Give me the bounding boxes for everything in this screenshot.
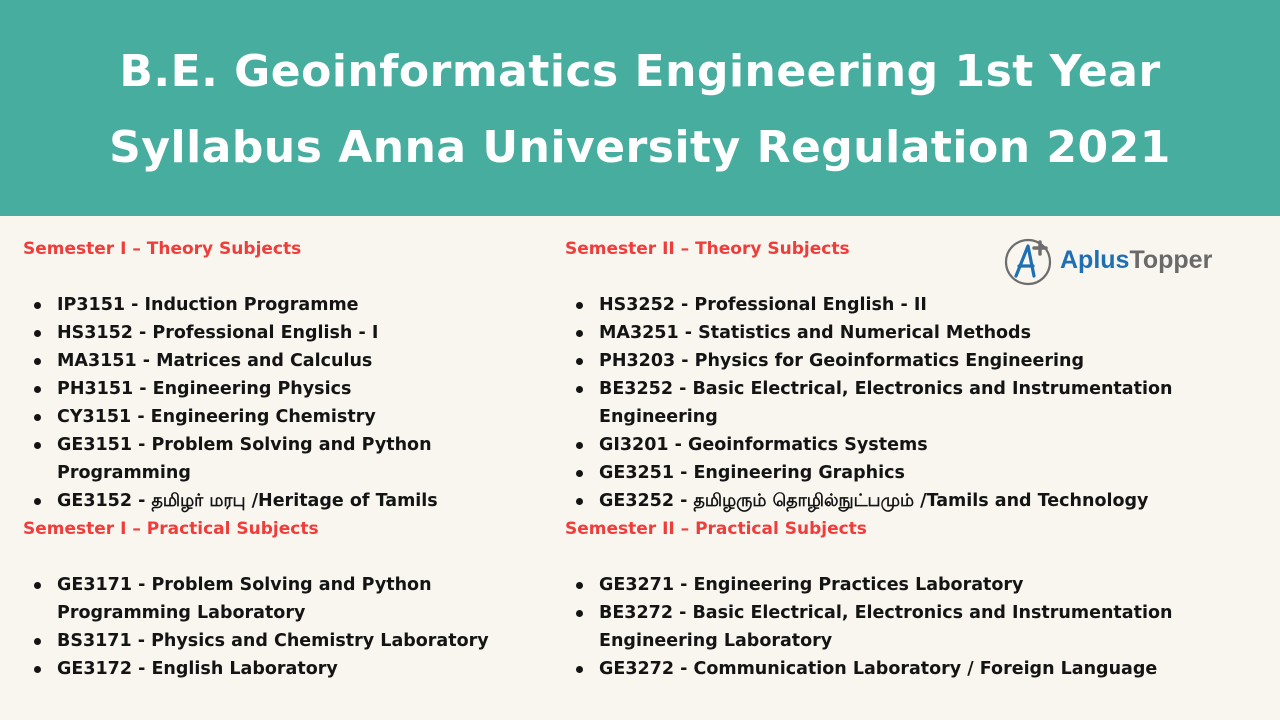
list-item: BS3171 - Physics and Chemistry Laboratory (23, 627, 548, 655)
logo-text-aplus: Aplus (1060, 246, 1130, 274)
list-item: IP3151 - Induction Programme (23, 291, 548, 319)
sem2-theory-list (565, 291, 1270, 515)
list-item: GE3151 - Problem Solving and Python Programming (23, 431, 548, 487)
list-item: GE3252 - தமிழரும் தொழில்நுட்பமும் /Tamils and Technology (565, 487, 1270, 515)
list-item: GE3251 - Engineering Graphics (565, 459, 1270, 487)
sem2-practical-list (565, 571, 1270, 683)
logo-text-topper: Topper (1129, 246, 1213, 274)
title-banner (0, 0, 1280, 216)
list-item: BE3272 - Basic Electrical, Electronics and Instrumentation Engineering Laboratory (565, 599, 1270, 655)
aplustopper-logo (1004, 236, 1224, 288)
logo-wordmark (1060, 246, 1212, 275)
list-item: PH3203 - Physics for Geoinformatics Engineering (565, 347, 1270, 375)
list-item: HS3252 - Professional English - II (565, 291, 1270, 319)
list-item: HS3152 - Professional English - I (23, 319, 548, 347)
sem2-practical-heading: Semester II – Practical Subjects (565, 519, 867, 539)
list-item: PH3151 - Engineering Physics (23, 375, 548, 403)
sem1-theory-heading: Semester I – Theory Subjects (23, 239, 302, 259)
list-item: MA3151 - Matrices and Calculus (23, 347, 548, 375)
list-item: MA3251 - Statistics and Numerical Methods (565, 319, 1270, 347)
page-title-line-2: Syllabus Anna University Regulation 2021 (109, 122, 1171, 173)
list-item: GI3201 - Geoinformatics Systems (565, 431, 1270, 459)
list-item: BE3252 - Basic Electrical, Electronics and Instrumentation Engineering (565, 375, 1270, 431)
list-item: GE3272 - Communication Laboratory / Foreign Language (565, 655, 1270, 683)
list-item: GE3172 - English Laboratory (23, 655, 548, 683)
page-title-line-1: B.E. Geoinformatics Engineering 1st Year (119, 46, 1161, 97)
sem1-practical-heading: Semester I – Practical Subjects (23, 519, 319, 539)
sem2-theory-heading: Semester II – Theory Subjects (565, 239, 850, 259)
aplus-logo-icon (1004, 236, 1054, 286)
sem1-practical-list (23, 571, 548, 683)
list-item: GE3171 - Problem Solving and Python Programming Laboratory (23, 571, 548, 627)
sem1-theory-list (23, 291, 548, 515)
list-item: GE3152 - தமிழர் மரபு /Heritage of Tamils (23, 487, 548, 515)
list-item: CY3151 - Engineering Chemistry (23, 403, 548, 431)
list-item: GE3271 - Engineering Practices Laboratory (565, 571, 1270, 599)
